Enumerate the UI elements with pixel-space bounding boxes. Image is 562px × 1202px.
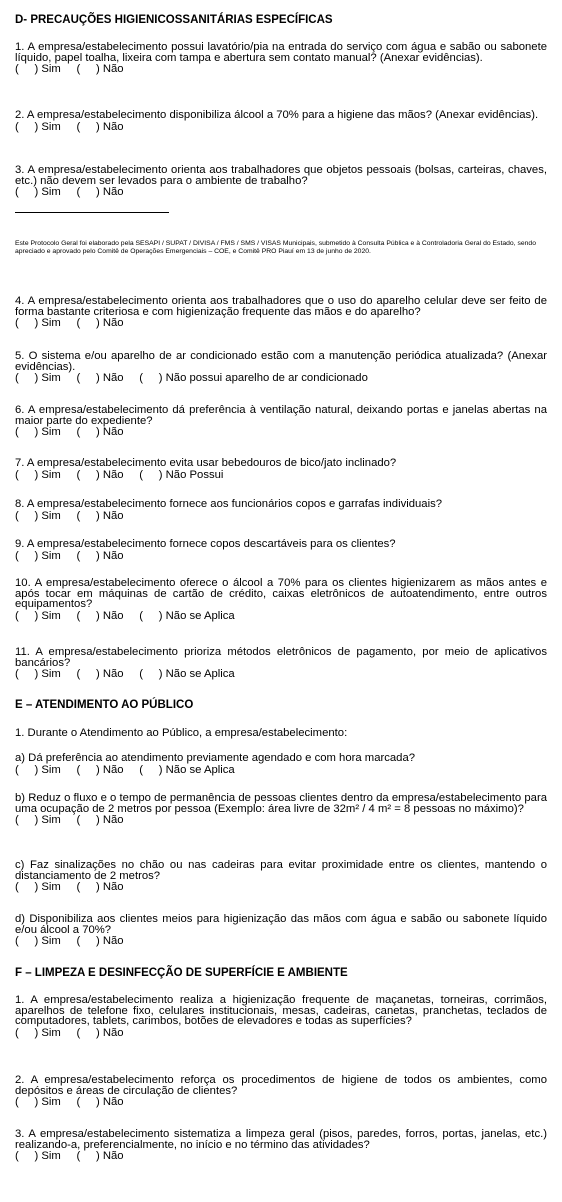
question-d8: [15, 499, 547, 521]
question-f3: [15, 1129, 547, 1162]
footnote-divider: [15, 212, 169, 213]
answer-options[interactable]: ( ) Sim ( ) Não: [15, 186, 124, 198]
section-e-intro: 1. Durante o Atendimento ao Público, a empresa/estabelecimento:: [15, 727, 348, 739]
question-text: 4. A empresa/estabelecimento orienta aos trabalhadores que o uso do aparelho celular deve ser feito de forma bastante criteriosa e com higienização frequente das mãos e do aparelho?: [15, 295, 547, 318]
answer-options[interactable]: ( ) Sim ( ) Não ( ) Não Possui: [15, 468, 224, 481]
answer-options[interactable]: ( ) Sim ( ) Não: [15, 549, 124, 562]
question-ea: [15, 753, 547, 775]
question-text: 10. A empresa/estabelecimento oferece o álcool a 70% para os clientes higienizarem as mãos antes e após tocar em máquinas de cartão de crédito, caixas eletrônicos de autoatendimento, entre outros equipamentos?: [15, 577, 547, 610]
section-f-heading: F – LIMPEZA E DESINFECÇÃO DE SUPERFÍCIE E AMBIENTE: [15, 967, 348, 979]
answer-options[interactable]: ( ) Sim ( ) Não ( ) Não se Aplica: [15, 609, 235, 622]
answer-options[interactable]: ( ) Sim ( ) Não: [15, 63, 124, 75]
answer-options[interactable]: ( ) Sim ( ) Não ( ) Não se Aplica: [15, 668, 235, 680]
question-text: c) Faz sinalizações no chão ou nas cadeiras para evitar proximidade entre os clientes, mantendo o distanciamento de 2 metros?: [15, 859, 547, 882]
answer-options[interactable]: ( ) Sim ( ) Não: [15, 814, 124, 826]
question-ec: [15, 860, 547, 893]
question-d3: [15, 165, 547, 198]
question-text: 6. A empresa/estabelecimento dá preferência à ventilação natural, deixando portas e janelas abertas na maior parte do expediente?: [15, 404, 547, 427]
question-text: 1. A empresa/estabelecimento realiza a higienização frequente de maçanetas, torneiras, corrimãos, aparelhos de telefone fixo, celulares institucionais, mesas, cadeiras, canetas, pranchetas, teclados de computadores, tablets, carimbos, botões de elevadores e todas as superfícies?: [15, 994, 547, 1027]
question-text: 5. O sistema e/ou aparelho de ar condicionado estão com a manutenção periódica atualizada? (Anexar evidências).: [15, 350, 547, 373]
question-ed: [15, 914, 547, 947]
question-d6: [15, 405, 547, 438]
question-d9: [15, 539, 547, 561]
question-text: 9. A empresa/estabelecimento fornece copos descartáveis para os clientes?: [15, 538, 396, 550]
answer-options[interactable]: ( ) Sim ( ) Não ( ) Não se Aplica: [15, 763, 235, 776]
question-text: a) Dá preferência ao atendimento previamente agendado e com hora marcada?: [15, 752, 416, 764]
question-eb: [15, 793, 547, 826]
answer-options[interactable]: ( ) Sim ( ) Não: [15, 1026, 124, 1039]
question-text: b) Reduz o fluxo e o tempo de permanência de pessoas clientes dentro da empresa/estabelecimento para uma ocupação de 2 metros por pessoa (Exemplo: área livre de 32m² / 4 m² = 8 pessoas no máximo)?: [15, 792, 547, 815]
question-text: 3. A empresa/estabelecimento orienta aos trabalhadores que objetos pessoais (bolsas, carteiras, chaves, etc.) não devem ser levados para o ambiente de trabalho?: [15, 164, 547, 187]
answer-options[interactable]: ( ) Sim ( ) Não: [15, 1150, 124, 1162]
answer-options[interactable]: ( ) Sim ( ) Não: [15, 426, 124, 438]
answer-options[interactable]: ( ) Sim ( ) Não: [15, 317, 124, 329]
answer-options[interactable]: ( ) Sim ( ) Não ( ) Não possui aparelho de ar condicionado: [15, 372, 368, 384]
section-d-heading: D- PRECAUÇÕES HIGIENICOSSANITÁRIAS ESPECÍFICAS: [15, 14, 333, 26]
question-d2: [15, 110, 547, 132]
answer-options[interactable]: ( ) Sim ( ) Não: [15, 509, 124, 522]
question-text: 3. A empresa/estabelecimento sistematiza a limpeza geral (pisos, paredes, forros, portas, janelas, etc.) realizando-a, preferencialmente, no início e no término das atividades?: [15, 1128, 547, 1151]
question-d10: [15, 578, 547, 621]
question-text: 7. A empresa/estabelecimento evita usar bebedouros de bico/jato inclinado?: [15, 457, 397, 469]
question-d1: [15, 42, 547, 75]
question-text: d) Disponibiliza aos clientes meios para higienização das mãos com água e sabão ou sabonete líquido e/ou álcool a 70%?: [15, 913, 547, 936]
answer-options[interactable]: ( ) Sim ( ) Não: [15, 881, 124, 893]
answer-options[interactable]: ( ) Sim ( ) Não: [15, 935, 124, 947]
answer-options[interactable]: ( ) Sim ( ) Não: [15, 1096, 124, 1108]
question-text: 11. A empresa/estabelecimento prioriza métodos eletrônicos de pagamento, por meio de aplicativos bancários?: [15, 646, 547, 669]
question-d4: [15, 296, 547, 329]
footnote: Este Protocolo Geral foi elaborado pela SESAPI / SUPAT / DIVISA / FMS / SMS / VISAS Municipais, submetido à Consulta Pública e à Controladoria Geral do Estado, sendo apreciado e aprovado pelo Comitê de Operações Emergenciais – COE, e Comitê PRO Piauí em 13 de junho de 2020.: [15, 240, 536, 255]
question-text: 8. A empresa/estabelecimento fornece aos funcionários copos e garrafas individuais?: [15, 498, 443, 510]
question-text: 1. A empresa/estabelecimento possui lavatório/pia na entrada do serviço com água e sabão ou sabonete líquido, papel toalha, lixeira com tampa e abertura sem contato manual? (Anexar evidências).: [15, 41, 547, 64]
answer-options[interactable]: ( ) Sim ( ) Não: [15, 120, 124, 133]
question-text: 2. A empresa/estabelecimento disponibiliza álcool a 70% para a higiene das mãos? (Anexar evidências).: [15, 109, 539, 121]
question-f1: [15, 995, 547, 1038]
question-d5: [15, 351, 547, 384]
question-text: 2. A empresa/estabelecimento reforça os procedimentos de higiene de todos os ambientes, como depósitos e áreas de circulação de clientes?: [15, 1074, 547, 1097]
section-e-heading: E – ATENDIMENTO AO PÚBLICO: [15, 699, 194, 711]
question-d11: [15, 647, 547, 680]
question-d7: [15, 458, 547, 480]
question-f2: [15, 1075, 547, 1108]
